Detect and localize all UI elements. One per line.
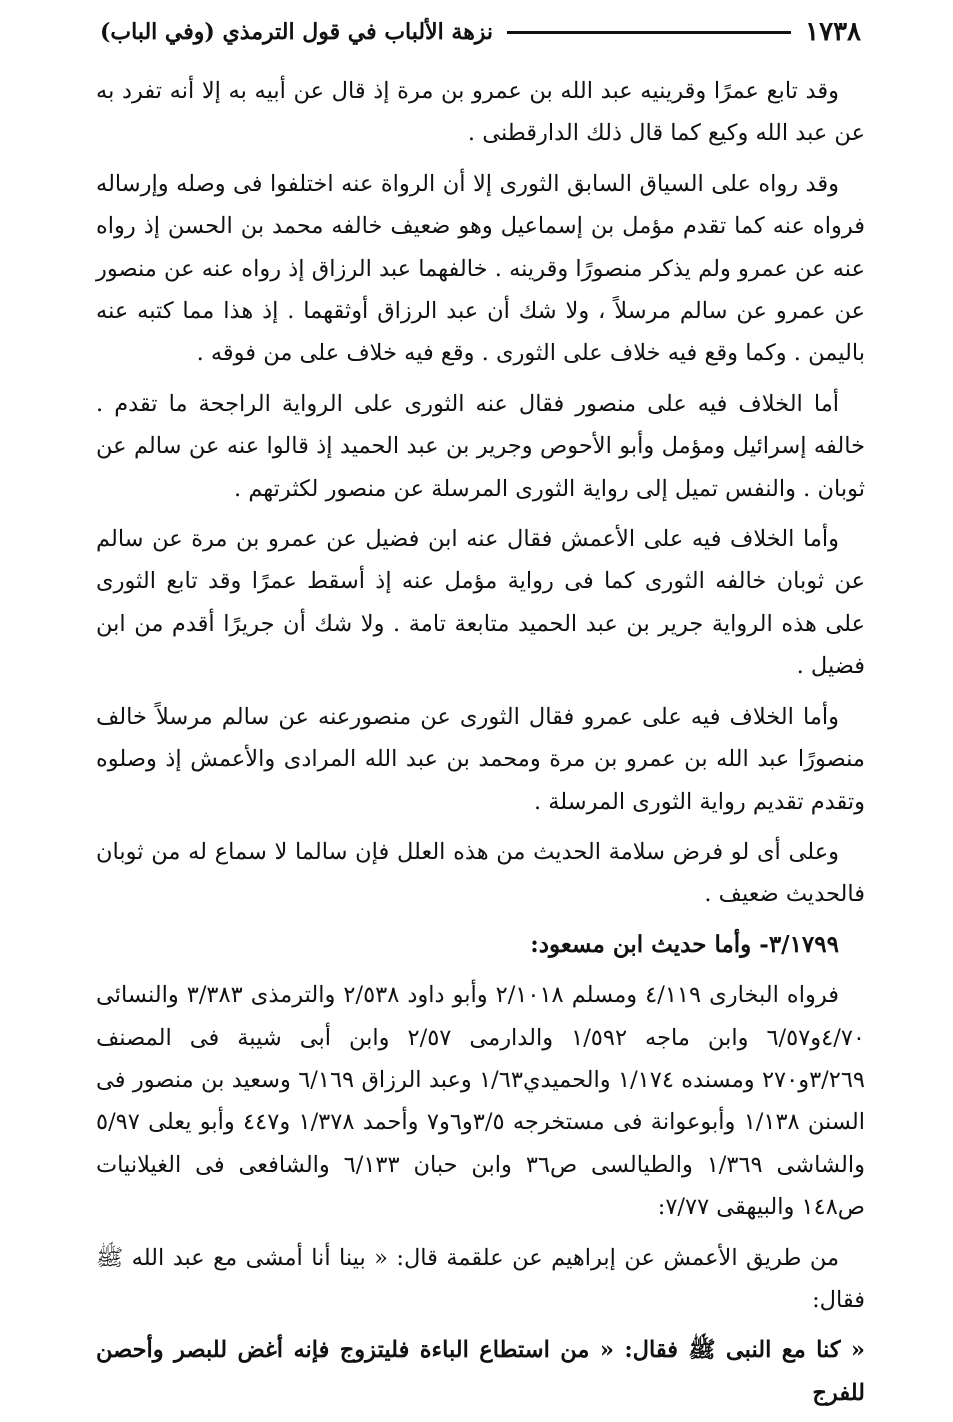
page-number: ١٧٣٨ (805, 17, 861, 47)
paragraph-6: وعلى أى لو فرض سلامة الحديث من هذه العلل فإن سالما لا سماع له من ثوبان فالحديث ضعيف . (96, 838, 865, 908)
paragraph-2: وقد رواه على السياق السابق الثورى إلا أن الرواة عنه اختلفوا فى وصله وإرساله فرواه عنه كما تقدم مؤمل بن إسماعيل وهو ضعيف خالفه محمد بن الحسن إذ رواه عنه عن عمرو ولم يذكر منصورًا وقرينه . خالفهما عبد الرزاق إذ رواه عنه عن منصور عن عمرو عن سالم مرسلاً ، ولا شك أن عبد الرزاق أوثقهما . إذ هذا مما كتبه عنه باليمن . وكما وقع فيه خلاف على الثورى . وقع فيه خلاف على من فوقه . (96, 170, 865, 367)
paragraph-3: أما الخلاف فيه على منصور فقال عنه الثورى على الرواية الراجحة ما تقدم . خالفه إسرائيل ومؤمل وأبو الأحوص وجرير بن عبد الحميد إذ قالوا عنه عن سالم عن ثوبان . والنفس تميل إلى رواية الثورى المرسلة عن منصور لكثرتهم . (96, 390, 865, 502)
chain-paragraph: من طريق الأعمش عن إبراهيم عن علقمة قال: « بينا أنا أمشى مع عبد الله ﷺ فقال: (96, 1244, 865, 1313)
header-rule (507, 31, 791, 34)
running-title: نزهة الألباب في قول الترمذي (وفي الباب) (100, 19, 494, 45)
page-body (96, 70, 865, 1422)
hadith-text: « كنا مع النبى ﷺ فقال: « من استطاع الباءة فليتزوج فإنه أغض للبصر وأحصن للفرج (96, 1337, 865, 1406)
references-paragraph: فرواه البخارى ٤/١١٩ ومسلم ٢/١٠١٨ وأبو داود ٢/٥٣٨ والترمذى ٣/٣٨٣ والنسائى ٤/٧٠و٦/٥٧ وابن ماجه ١/٥٩٢ والدارمى ٢/٥٧ وابن أبى شيبة فى المصنف ٣/٢٦٩و٢٧٠ ومسنده ١/١٧٤ والحميدي١/٦٣ وعبد الرزاق ٦/١٦٩ وسعيد بن منصور فى السنن ١/١٣٨ وأبوعوانة فى مستخرجه ٣/٥و٦و٧ وأحمد ١/٣٧٨ و٤٤٧ وأبو يعلى ٥/٩٧ والشاشى ١/٣٦٩ والطيالسى ص٣٦ وابن حبان ٦/١٣٣ والشافعى فى الغيلانيات ص١٤٨ والبيهقى ٧/٧٧: (96, 982, 866, 1221)
paragraph-1: وقد تابع عمرًا وقرينيه عبد الله بن عمرو بن مرة إذ قال عن أبيه به إلا أنه تفرد به عن عبد الله وكيع كما قال ذلك الدارقطنى . (96, 78, 865, 147)
page-header (100, 14, 861, 50)
paragraph-4: وأما الخلاف فيه على الأعمش فقال عنه ابن فضيل عن عمرو بن مرة عن سالم عن ثوبان خالفه الثورى كما فى رواية مؤمل عنه إذ أسقط عمرًا وقد تابع الثورى على هذه الرواية جرير بن عبد الحميد متابعة تامة . ولا شك أن جريرًا أقدم من ابن فضيل . (96, 526, 865, 680)
paragraph-5: وأما الخلاف فيه على عمرو فقال الثورى عن منصورعنه عن سالم مرسلاً خالف منصورًا عبد الله بن عمرو بن مرة ومحمد بن عبد الله المرادى والأعمش إذ وصلوه وتقدم تقديم رواية الثورى المرسلة . (96, 703, 865, 815)
section-heading: ٣/١٧٩٩- وأما حديث ابن مسعود: (530, 930, 839, 958)
